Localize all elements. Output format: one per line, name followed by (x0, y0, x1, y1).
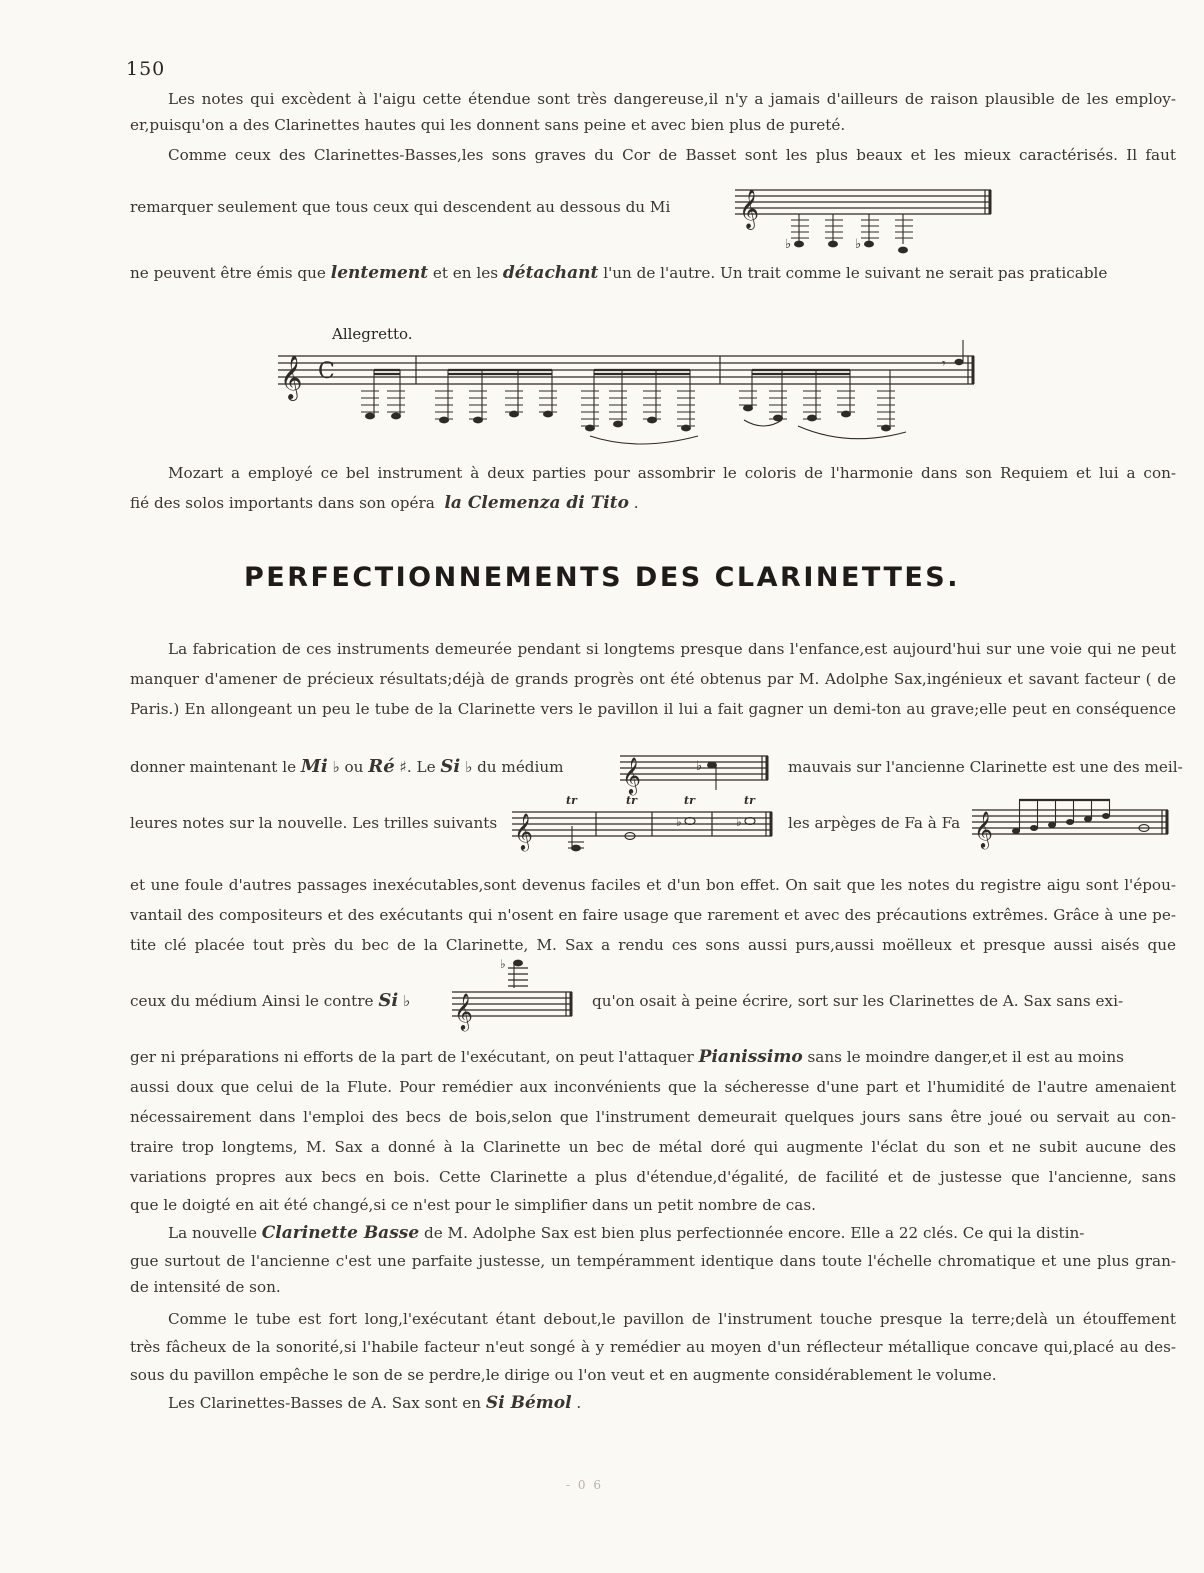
text-line: Comme ceux des Clarinettes-Basses,les sons graves du Cor de Basset sont les plus beaux et les mieux caractérisés. Il faut (168, 146, 1176, 164)
common-time-icon: C (318, 359, 335, 384)
staff-low-notes (735, 186, 995, 256)
text-line: nécessairement dans l'emploi des becs de bois,selon que l'instrument demeurait quelques jours sans être joué ou servait au con- (130, 1108, 1176, 1126)
treble-clef-icon: 𝄞 (974, 810, 993, 848)
svg-text:tr: tr (626, 794, 637, 807)
text-line: variations propres aux becs en bois. Cette Clarinette a plus d'étendue,d'égalité, de facilité et de justesse que l'ancienne, sans (130, 1168, 1176, 1186)
text-line: sous du pavillon empêche le son de se perdre,le dirige ou l'on veut et en augmente considérablement le volume. (130, 1366, 997, 1384)
text-line: de intensité de son. (130, 1278, 281, 1296)
text-line: gue surtout de l'ancienne c'est une parfaite justesse, un tempéramment identique dans toute l'échelle chromatique et une plus gran- (130, 1252, 1176, 1270)
treble-clef-icon: 𝄞 (739, 189, 760, 229)
staff-contre-si-flat (452, 956, 574, 1028)
section-heading: PERFECTIONNEMENTS DES CLARINETTES. (243, 562, 961, 593)
text-line: qu'on osait à peine écrire, sort sur les Clarinettes de A. Sax sans exi- (592, 992, 1124, 1010)
text-line: traire trop longtems, M. Sax a donné à la Clarinette un bec de métal doré qui augmente l'éclat du son et ne subit aucune des (130, 1138, 1176, 1156)
tempo-marking: Allegretto. (332, 325, 413, 343)
text-line: ceux du médium Ainsi le contre Si ♭ (130, 990, 411, 1011)
staff-arpeggios (972, 796, 1172, 850)
text-line: très fâcheux de la sonorité,si l'habile facteur n'eut songé à y remédier au moyen d'un réflecteur métallique concave qui,placé au des- (130, 1338, 1176, 1356)
svg-text:tr: tr (744, 794, 755, 807)
svg-text:tr: tr (566, 794, 577, 807)
svg-text:♭: ♭ (785, 237, 792, 252)
treble-clef-icon: 𝄞 (454, 992, 473, 1030)
text-line: et une foule d'autres passages inexécutables,sont devenus faciles et d'un bon effet. On sait que les notes du registre aigu sont l'épou- (130, 876, 1176, 894)
text-line: er,puisqu'on a des Clarinettes hautes qui les donnent sans peine et avec bien plus de pureté. (130, 116, 846, 134)
text-line: remarquer seulement que tous ceux qui descendent au dessous du Mi (130, 198, 671, 216)
treble-clef-icon: 𝄞 (622, 756, 641, 794)
text-line: La fabrication de ces instruments demeurée pendant si longtems presque dans l'enfance,est aujourd'hui sur une voie qui ne peut (168, 640, 1176, 658)
text-line: La nouvelle Clarinette Basse de M. Adolphe Sax est bien plus perfectionnée encore. Elle a 22 clés. Ce qui la distin- (168, 1223, 1085, 1243)
svg-text:♭: ♭ (500, 957, 506, 971)
text-line: Les notes qui excèdent à l'aigu cette étendue sont très dangereuse,il n'y a jamais d'ailleurs de raison plausible de les employ- (168, 90, 1176, 108)
text-line: leures notes sur la nouvelle. Les trilles suivants (130, 814, 498, 832)
svg-text:♭: ♭ (736, 815, 742, 829)
staff-allegretto (278, 348, 978, 458)
text-line: aussi doux que celui de la Flute. Pour remédier aux inconvénients que la sécheresse d'une part et l'humidité de l'autre amenaient (130, 1078, 1176, 1096)
text-line: ger ni préparations ni efforts de la part de l'exécutant, on peut l'attaquer Pianissimo sans le moindre danger,et il est au moins (130, 1047, 1124, 1067)
text-line: les arpèges de Fa à Fa (788, 814, 961, 832)
text-line: vantail des compositeurs et des exécutants qui n'osent en faire usage que rarement et avec des précautions extrêmes. Grâce à une pe- (130, 906, 1176, 924)
text-line: tite clé placée tout près du bec de la Clarinette, M. Sax a rendu ces sons aussi purs,aussi moëlleux et presque aussi aisés que (130, 936, 1176, 954)
text-line: Paris.) En allongeant un peu le tube de la Clarinette vers le pavillon il lui a fait gagner un demi-ton au grave;elle peut en conséquence (130, 700, 1176, 718)
treble-clef-icon: 𝄞 (280, 355, 303, 399)
staff-trills (512, 792, 774, 856)
svg-text:𝄾: 𝄾 (942, 356, 946, 372)
svg-text:tr: tr (684, 794, 695, 807)
svg-text:♭: ♭ (676, 815, 682, 829)
text-line: mauvais sur l'ancienne Clarinette est une des meil- (788, 758, 1183, 776)
text-line: Mozart a employé ce bel instrument à deux parties pour assombrir le coloris de l'harmonie dans son Requiem et lui a con- (168, 464, 1176, 482)
footer-mark: - 0 6 (566, 1478, 603, 1492)
text-line: Les Clarinettes-Basses de A. Sax sont en Si Bémol . (168, 1393, 582, 1413)
svg-text:♭: ♭ (696, 759, 703, 774)
svg-text:♭: ♭ (855, 237, 862, 252)
text-line: fié des solos importants dans son opéra la Clemenza di Tito . (130, 493, 639, 513)
text-line: que le doigté en ait été changé,si ce n'est pour le simplifier dans un petit nombre de cas. (130, 1196, 816, 1214)
text-line: donner maintenant le Mi ♭ ou Ré ♯. Le Si ♭ du médium (130, 756, 564, 777)
page-number: 150 (126, 58, 166, 80)
text-line: manquer d'amener de précieux résultats;déjà de grands progrès ont été obtenus par M. Adolphe Sax,ingénieux et savant facteur ( de (130, 670, 1176, 688)
treble-clef-icon: 𝄞 (514, 812, 533, 850)
text-line: Comme le tube est fort long,l'exécutant étant debout,le pavillon de l'instrument touche presque la terre;delà un étouffement (168, 1310, 1176, 1328)
text-line: ne peuvent être émis que lentement et en les détachant l'un de l'autre. Un trait comme le suivant ne serait pas praticable (130, 263, 1108, 283)
